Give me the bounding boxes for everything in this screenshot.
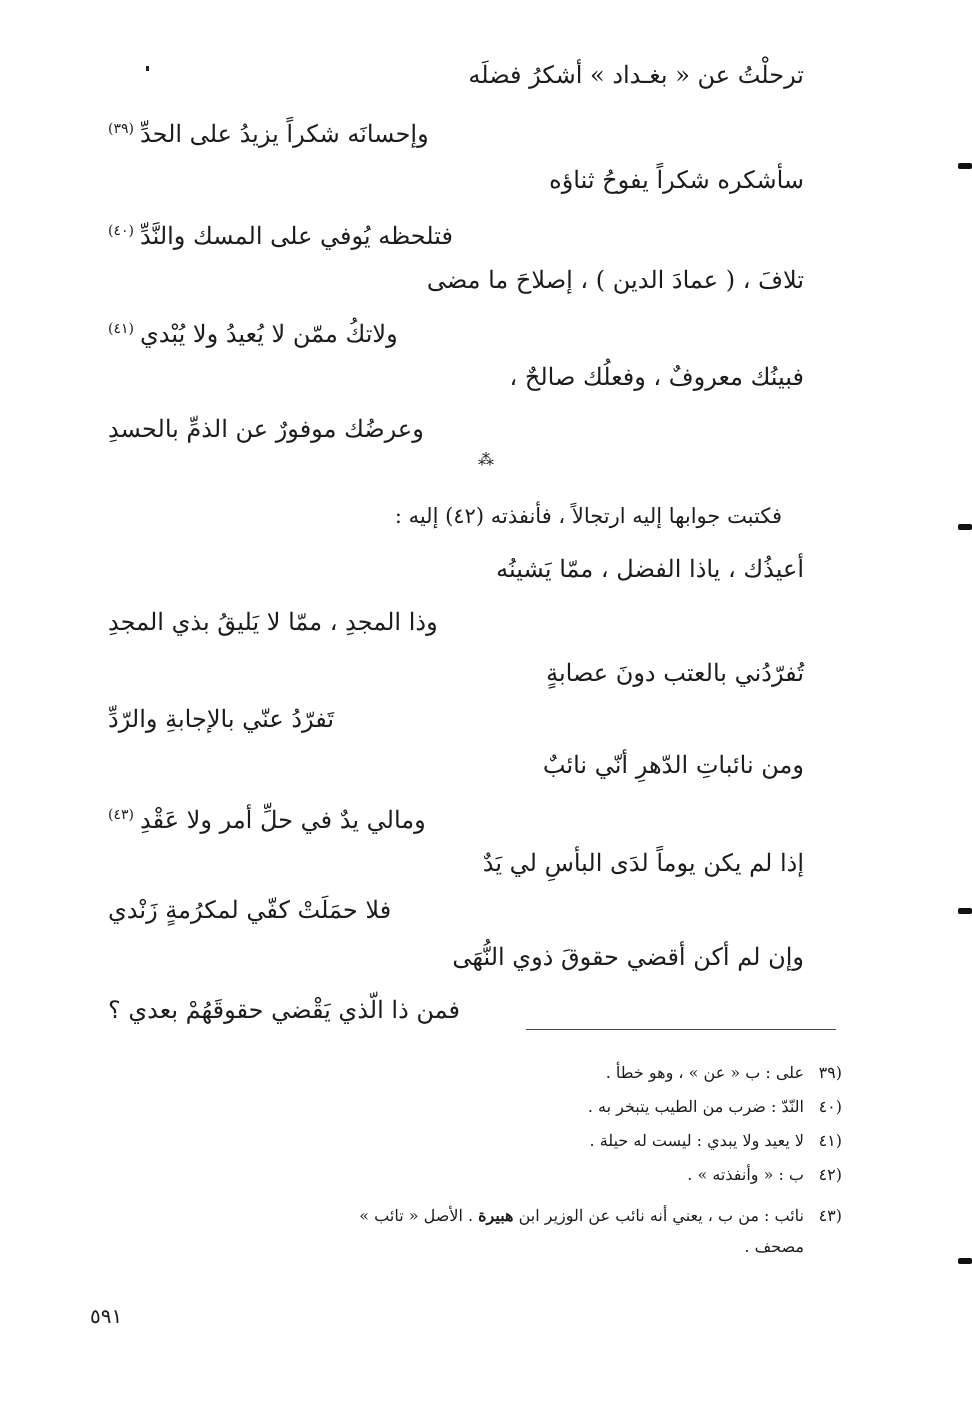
verse-text: وعرضُك موفورٌ عن الذمِّ بالحسدِ (108, 415, 424, 443)
verse-line (108, 993, 460, 1027)
verse-text: وإن لم أكن أقضي حقوقَ ذوي النُّهَى (452, 943, 804, 971)
verse-line (549, 163, 804, 197)
footnote-number: (٤١ (818, 1131, 842, 1150)
scan-edge-mark (958, 163, 972, 169)
verse-text: تُفرّدُني بالعتب دونَ عصابةٍ (546, 659, 804, 687)
verse-line (483, 846, 804, 880)
footnote-marker: (٤١) (108, 321, 134, 337)
verse-text: تلافَ ، ( عمادَ الدين ) ، إصلاحَ ما مضى (426, 266, 804, 294)
footnote-number: (٤٣ (818, 1206, 842, 1225)
section-separator: ⁂ (478, 450, 494, 469)
verse-line (468, 58, 804, 92)
footnote-continuation: مصحف . (744, 1237, 804, 1256)
verse-text: ومن نائباتِ الدّهرِ أنّي نائبٌ (542, 751, 804, 779)
verse-line (452, 940, 804, 974)
verse-line (108, 798, 426, 837)
footnote-text: ب : « وأنفذته » . (687, 1165, 804, 1184)
verse-text: ولاتكُ ممّن لا يُعيدُ ولا يُبْدي (139, 320, 398, 348)
verse-line (108, 605, 438, 639)
footnote-marker: (٤٣) (108, 807, 134, 823)
verse-text: فتلحظه يُوفي على المسك والنَّدِّ (139, 222, 453, 250)
scan-edge-mark (958, 908, 972, 914)
verse-line (108, 702, 334, 736)
verse-text: فلا حمَلَتْ كفّي لمكرُمةٍ زَنْدي (108, 896, 392, 924)
footnote (359, 1203, 842, 1229)
footnote (687, 1162, 842, 1188)
footnote-text: على : ب « عن » ، وهو خطأ . (605, 1063, 804, 1082)
footnote-bold-name: هبيرة (478, 1206, 514, 1225)
verse-text: فمن ذا الّذي يَقْضي حقوقَهُمْ بعدي ؟ (108, 996, 461, 1024)
verse-text: أعيذُك ، ياذا الفضل ، ممّا يَشينُه (496, 555, 804, 583)
footnote (606, 1060, 842, 1086)
prose-line: فكتبت جوابها إليه ارتجالاً ، فأنفذته (٤٢) إليه : (394, 504, 782, 528)
footnote (590, 1128, 842, 1154)
verse-line (108, 312, 398, 351)
footnote-text: لا يعيد ولا يبدي : ليست له حيلة . (589, 1131, 804, 1150)
verse-line (543, 748, 804, 782)
verse-line (509, 360, 804, 394)
footnote-text: نائب : من ب ، يعني أنه نائب عن الوزير ابن (518, 1206, 804, 1225)
verse-line (496, 552, 804, 586)
verse-line (427, 263, 804, 297)
verse-text: ترحلْتُ عن « بغـداد » أشكرُ فضلَه (468, 61, 804, 89)
verse-line (108, 893, 391, 927)
scan-edge-mark (958, 1258, 972, 1264)
footnote-marker: (٣٩) (108, 121, 134, 137)
verse-text: وذا المجدِ ، ممّا لا يَليقُ بذي المجدِ (108, 608, 438, 636)
verse-line (108, 112, 429, 151)
footnote-divider (526, 1029, 836, 1030)
verse-text: ومالي يدٌ في حلِّ أمر ولا عَقْدِ (139, 806, 426, 834)
verse-line (108, 412, 424, 446)
verse-text: وإحسانَه شكراً يزيدُ على الحدِّ (139, 120, 429, 148)
page-number: ٥٩١ (90, 1304, 123, 1328)
footnote-number: (٤٢ (818, 1165, 842, 1184)
footnote (588, 1094, 842, 1120)
scan-edge-mark (958, 524, 972, 530)
verse-text: فبينُك معروفٌ ، وفعلُك صالحٌ ، (509, 363, 804, 391)
verse-text: سأشكره شكراً يفوحُ ثناؤه (549, 166, 804, 194)
footnote-text: النّدّ : ضرب من الطيب يتبخر به . (587, 1097, 804, 1116)
verse-text: تَفرّدُ عنّي بالإجابةِ والرّدِّ (108, 705, 335, 733)
footnote-marker: (٤٠) (108, 223, 134, 239)
footnote-text: . الأصل « تائب » (359, 1206, 474, 1225)
verse-line (546, 656, 804, 690)
verse-line (108, 214, 453, 253)
footnote-number: (٣٩ (818, 1063, 842, 1082)
verse-text: إذا لم يكن يوماً لدَى البأسِ لي يَدٌ (482, 849, 804, 877)
ink-speck (146, 66, 149, 71)
footnote-number: (٤٠ (818, 1097, 842, 1116)
